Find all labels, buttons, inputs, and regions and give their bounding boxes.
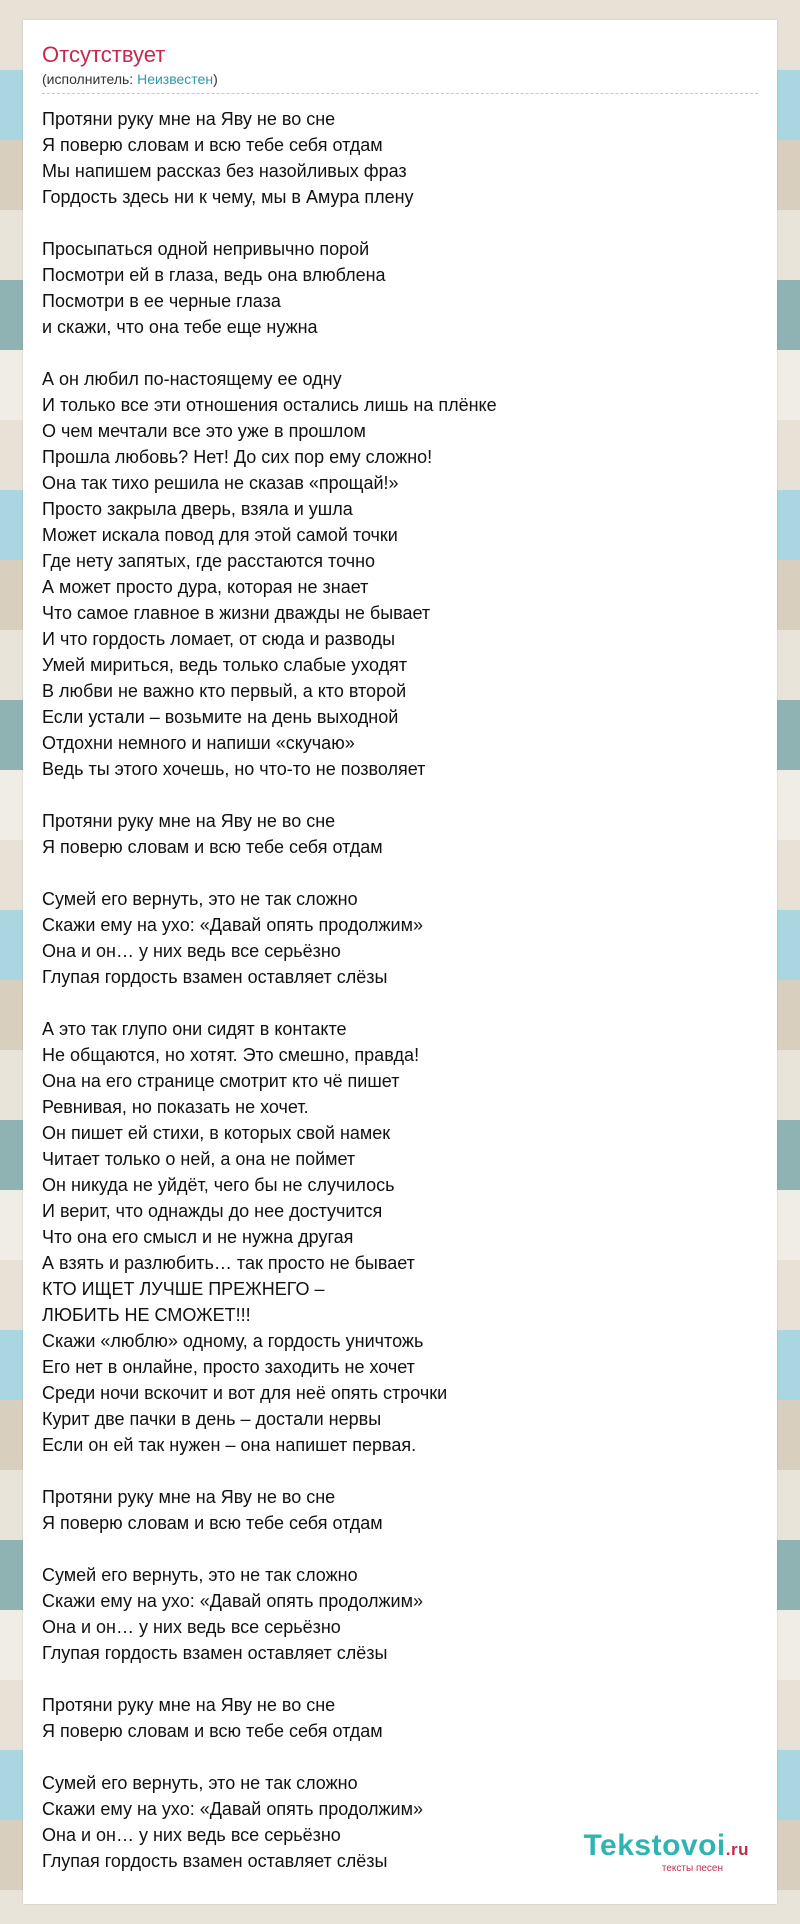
lyric-line: Глупая гордость взамен оставляет слёзы (42, 1851, 388, 1871)
lyric-line: Я поверю словам и всю тебе себя отдам (42, 135, 383, 155)
lyric-line: Где нету запятых, где расстаются точно (42, 551, 376, 571)
artist-line (42, 70, 758, 88)
lyric-line: Гордость здесь ни к чему, мы в Амура плену (42, 187, 414, 207)
lyric-line: Курит две пачки в день – достали нервы (42, 1409, 382, 1429)
lyric-line: Глупая гордость взамен оставляет слёзы (42, 1643, 388, 1663)
stanza-break (42, 860, 758, 886)
lyric-line: Среди ночи вскочит и вот для неё опять строчки (42, 1383, 448, 1403)
lyric-line: Читает только о ней, а она не поймет (42, 1149, 356, 1169)
stanza-break (42, 782, 758, 808)
stanza-break (42, 210, 758, 236)
lyric-line: Протяни руку мне на Яву не во сне (42, 109, 336, 129)
lyric-line: Просто закрыла дверь, взяла и ушла (42, 499, 353, 519)
lyric-line: О чем мечтали все это уже в прошлом (42, 421, 366, 441)
lyric-line: Я поверю словам и всю тебе себя отдам (42, 1513, 383, 1533)
stanza-break (42, 340, 758, 366)
lyric-line: Прошла любовь? Нет! До сих пор ему сложно! (42, 447, 433, 467)
lyric-line: Он пишет ей стихи, в которых свой намек (42, 1123, 391, 1143)
artist-suffix: ) (213, 71, 218, 87)
song-header (42, 42, 758, 88)
lyric-line: ЛЮБИТЬ НЕ СМОЖЕТ!!! (42, 1305, 251, 1325)
lyric-line: И что гордость ломает, от сюда и разводы (42, 629, 396, 649)
lyric-line: А это так глупо они сидят в контакте (42, 1019, 347, 1039)
lyric-line: И только все эти отношения остались лишь на плёнке (42, 395, 497, 415)
lyric-line: Посмотри ей в глаза, ведь она влюблена (42, 265, 386, 285)
lyric-line: Его нет в онлайне, просто заходить не хочет (42, 1357, 415, 1377)
lyric-line: Если устали – возьмите на день выходной (42, 707, 399, 727)
song-title: Отсутствует (42, 42, 166, 67)
lyric-line: Если он ей так нужен – она напишет первая. (42, 1435, 417, 1455)
lyric-line: Он никуда не уйдёт, чего бы не случилось (42, 1175, 395, 1195)
lyric-line: Она и он… у них ведь все серьёзно (42, 1825, 341, 1845)
lyric-line: Протяни руку мне на Яву не во сне (42, 811, 336, 831)
lyric-line: А взять и разлюбить… так просто не бывает (42, 1253, 415, 1273)
lyric-line: Посмотри в ее черные глаза (42, 291, 281, 311)
lyric-line: Глупая гордость взамен оставляет слёзы (42, 967, 388, 987)
lyric-line: Что она его смысл и не нужна другая (42, 1227, 354, 1247)
lyric-line: Ведь ты этого хочешь, но что-то не позволяет (42, 759, 426, 779)
lyrics-card (23, 20, 777, 1904)
lyric-line: и скажи, что она тебе еще нужна (42, 317, 318, 337)
lyric-line: И верит, что однажды до нее достучится (42, 1201, 383, 1221)
lyric-line: А может просто дура, которая не знает (42, 577, 369, 597)
lyric-line: Скажи ему на ухо: «Давай опять продолжим» (42, 1591, 423, 1611)
lyric-line: Не общаются, но хотят. Это смешно, правда! (42, 1045, 420, 1065)
lyric-line: Она и он… у них ведь все серьёзно (42, 1617, 341, 1637)
lyric-line: Отдохни немного и напиши «скучаю» (42, 733, 355, 753)
lyric-line: Я поверю словам и всю тебе себя отдам (42, 837, 383, 857)
lyric-line: Она на его странице смотрит кто чё пишет (42, 1071, 400, 1091)
lyric-line: Может искала повод для этой самой точки (42, 525, 398, 545)
lyric-line: КТО ИЩЕТ ЛУЧШЕ ПРЕЖНЕГО – (42, 1279, 325, 1299)
lyric-line: Что самое главное в жизни дважды не бывает (42, 603, 431, 623)
stanza-break (42, 990, 758, 1016)
logo-tagline: тексты песен (661, 1863, 723, 1874)
lyric-line: Скажи ему на ухо: «Давай опять продолжим» (42, 915, 423, 935)
site-logo[interactable] (583, 1831, 749, 1874)
lyric-line: Сумей его вернуть, это не так сложно (42, 1773, 358, 1793)
lyric-line: Сумей его вернуть, это не так сложно (42, 889, 358, 909)
lyric-line: Скажи «люблю» одному, а гордость уничтожь (42, 1331, 424, 1351)
lyric-line: Она так тихо решила не сказав «прощай!» (42, 473, 399, 493)
lyric-line: Скажи ему на ухо: «Давай опять продолжим» (42, 1799, 423, 1819)
lyric-line: Умей мириться, ведь только слабые уходят (42, 655, 408, 675)
artist-prefix: (исполнитель: (42, 71, 138, 87)
lyric-line: Просыпаться одной непривычно порой (42, 239, 370, 259)
lyrics-text (42, 106, 758, 1874)
lyric-line: В любви не важно кто первый, а кто второй (42, 681, 407, 701)
stanza-break (42, 1666, 758, 1692)
lyric-line: Ревнивая, но показать не хочет. (42, 1097, 309, 1117)
artist-link[interactable]: Неизвестен (137, 71, 214, 87)
lyric-line: Мы напишем рассказ без назойливых фраз (42, 161, 407, 181)
stanza-break (42, 1458, 758, 1484)
lyric-line: Она и он… у них ведь все серьёзно (42, 941, 341, 961)
logo-tld: .ru (725, 1840, 749, 1859)
lyric-line: Протяни руку мне на Яву не во сне (42, 1695, 336, 1715)
lyric-line: Сумей его вернуть, это не так сложно (42, 1565, 358, 1585)
lyric-line: Я поверю словам и всю тебе себя отдам (42, 1721, 383, 1741)
lyric-line: А он любил по-настоящему ее одну (42, 369, 342, 389)
logo-name: Tekstovoi (583, 1829, 726, 1862)
stanza-break (42, 1536, 758, 1562)
header-divider (42, 93, 758, 94)
lyric-line: Протяни руку мне на Яву не во сне (42, 1487, 336, 1507)
stanza-break (42, 1744, 758, 1770)
